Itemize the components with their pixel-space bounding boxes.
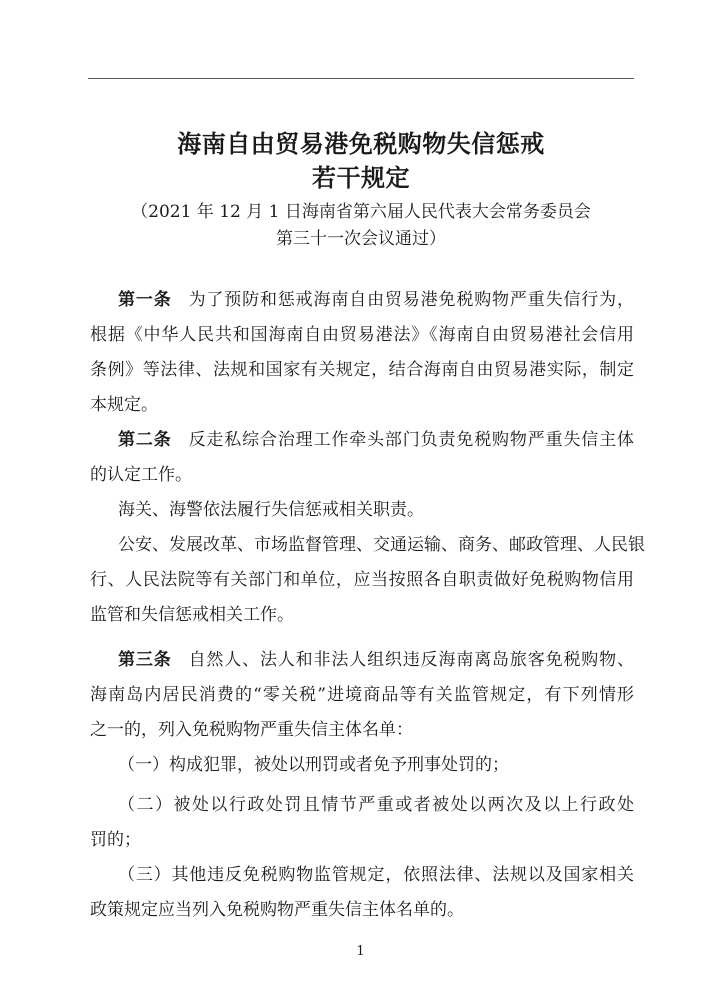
list-item-1: （一）构成犯罪，被处以刑罚或者免予刑事处罚的； (118, 755, 509, 775)
article-3-line-3: 之一的，列入免税购物严重失信主体名单： (90, 720, 413, 740)
article-1-text-1: 为了预防和惩戒海南自由贸易港免税购物严重失信行为， (188, 290, 635, 310)
article-3-label: 第三条 (118, 650, 172, 670)
list-item-3-line-2: 政策规定应当列入免税购物严重失信主体名单的。 (90, 900, 464, 920)
paragraph-departments-line-2: 行、人民法院等有关部门和单位，应当按照各自职责做好免税购物信用 (90, 570, 634, 590)
page-number: 1 (356, 944, 365, 959)
header-rule (88, 78, 634, 79)
article-3-text-1: 自然人、法人和非法人组织违反海南离岛旅客免税购物、 (188, 650, 635, 670)
paragraph-departments-line-3: 监管和失信惩戒相关工作。 (90, 605, 294, 625)
list-item-2-line-2: 罚的； (90, 830, 141, 850)
article-1-label: 第一条 (118, 290, 172, 310)
document-title-line-1: 海南自由贸易港免税购物失信惩戒 (177, 129, 545, 158)
list-item-3-line-1: （三）其他违反免税购物监管规定，依照法律、法规以及国家相关 (118, 865, 634, 885)
article-2-line-2: 的认定工作。 (90, 465, 192, 485)
document-title-line-2: 若干规定 (312, 163, 410, 192)
adoption-note-line-1: （2021 年 12 月 1 日海南省第六届人民代表大会常务委员会 (131, 202, 591, 222)
article-2-line-1 (118, 429, 634, 451)
article-3-line-2: 海南岛内居民消费的“零关税”进境商品等有关监管规定，有下列情形 (90, 685, 634, 705)
article-2-label: 第二条 (118, 430, 172, 450)
list-item-2-line-1: （二）被处以行政处罚且情节严重或者被处以两次及以上行政处 (118, 795, 634, 815)
article-1-line-2: 根据《中华人民共和国海南自由贸易港法》《海南自由贸易港社会信用 (90, 325, 634, 345)
article-2-text-1: 反走私综合治理工作牵头部门负责免税购物严重失信主体 (188, 430, 635, 450)
article-1-line-1 (118, 289, 634, 311)
article-1-line-3: 条例》等法律、法规和国家有关规定，结合海南自由贸易港实际，制定 (90, 360, 634, 380)
article-1-line-4: 本规定。 (90, 395, 158, 415)
paragraph-customs: 海关、海警依法履行失信惩戒相关职责。 (118, 500, 424, 520)
paragraph-departments-line-1: 公安、发展改革、市场监督管理、交通运输、商务、邮政管理、人民银 (118, 535, 645, 555)
article-3-line-1 (118, 649, 634, 671)
adoption-note-line-2: 第三十一次会议通过） (276, 229, 446, 249)
